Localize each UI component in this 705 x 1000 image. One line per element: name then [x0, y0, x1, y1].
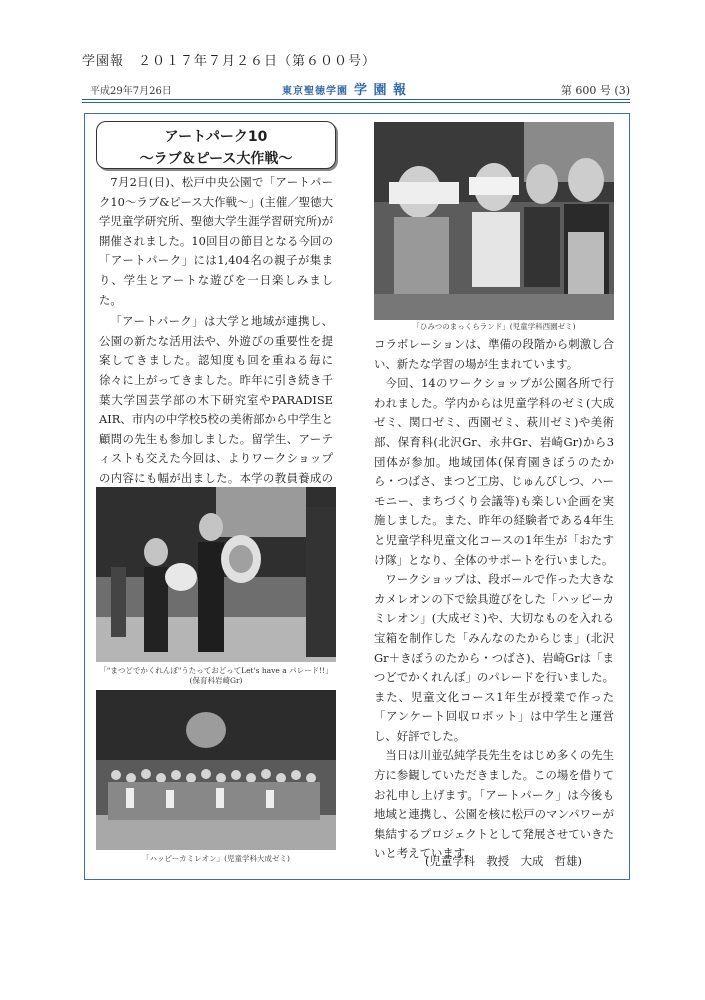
masthead-bar — [82, 82, 630, 98]
article-title: アートパーク10 — [164, 129, 268, 145]
photo-himitsu-land — [374, 122, 614, 320]
paragraph: 「アートパーク」は大学と地域が連携し、公園の新たな活用法や、外遊びの重要性を提案してきました。認知度も回を重ねる毎に徐々に上がってきました。昨年に引き続き千葉大学国芸学部の木下研究室やPARADISE AIR、市内の中学校5校の美術部から中学生と顧問の先生も参加しました。留学生、アーティストも交えた今回は、よりワークショップの内容にも幅が出ました。本学の教員養成の — [99, 314, 333, 485]
paragraph: 当日は川並弘純学長先生をはじめ多くの先生方に参観していただきました。この場を借りてお礼申し上げます。「アートパーク」は今後も地域と連携し、公園を核に松戸のマンパワーが集結するプロジェクトとして発展させていきたいと考えています。 — [374, 748, 614, 861]
photo-group-children — [96, 690, 336, 850]
paragraph: ワークショップは、段ボールで作った大きなカメレオンの下で絵具遊びをした「ハッピーカミレオン」(大成ゼミ)や、大切なものを入れる宝箱を制作した「みんなのたからじま」(北沢Gr＋きぼうのたから・つばさ)、岩崎Grは「まつどでかくれんぼ」のパレードを行いました。また、児童文化コース1年生が授業で作った「アンケート回収ロボット」は中学生と運営し、好評でした。 — [374, 572, 614, 743]
photo-parade — [96, 487, 336, 662]
photo-caption-parade-line2: (保育科岩崎Gr) — [189, 676, 243, 685]
newsletter-top-line: 学園報 ２０１７年７月２６日（第６００号） — [82, 54, 377, 69]
masthead-title: 学 園 報 — [354, 83, 408, 98]
article-author: (児童学科 教授 大成 哲雄) — [425, 854, 582, 868]
paragraph: 7月2日(日)、松戸中央公園で「アートパーク10～ラブ&ピース大作戦～」(主催／聖徳大学児童学研究所、聖徳大学生涯学習研究所)が開催されました。10回目の節目となる今回の「アートパーク」には1,404名の親子が集まり、学生とアートな遊びを一日楽しみました。 — [99, 175, 333, 307]
photo-caption-chameleon: 「ハッピーカミレオン」(児童学科大成ゼミ) — [142, 854, 290, 863]
photo-happy-chameleon — [96, 690, 336, 850]
issue-date: 平成29年7月26日 — [90, 86, 172, 97]
article-title-box — [96, 121, 336, 169]
photo-caption-parade-line1: 「"まつどでかくれんぼ"うたっておどってLet's have a パレード!!」 — [99, 666, 333, 675]
photo-caption-himitsu: 「ひみつのまっくらランド」(児童学科西園ゼミ) — [412, 322, 576, 331]
left-column-text — [99, 173, 333, 508]
paragraph: 今回、14のワークショップが公園各所で行われました。学内からは児童学科のゼミ(大成ゼミ、関口ゼミ、西園ゼミ、萩川ゼミ)や美術部、保育科(北沢Gr、永井Gr、岩崎Gr)から3団体が参加。地域団体(保育園きぼうのたから・つばさ、まつど工房、じゅんびしつ、ハーモニー、まちづくり会議等)も楽しい企画を実施しました。また、昨年の経験者である4年生と児童学科児童文化コースの1年生が「おたすけ隊」となり、全体のサポートを行いました。 — [374, 376, 614, 567]
header-rule-bottom — [82, 102, 630, 103]
photo-caption-parade — [96, 666, 336, 686]
header-rule-top — [82, 99, 630, 100]
photo-parade-dancers — [96, 487, 336, 662]
article-subtitle: ～ラブ＆ピース大作戦～ — [139, 151, 293, 167]
issue-number: 第 600 号 (3) — [560, 84, 630, 97]
masthead — [282, 79, 407, 98]
paragraph: コラボレーションは、準備の段階から刺激し合い、新たな学習の場が生まれています。 — [374, 337, 614, 371]
photo-children-masks — [374, 122, 614, 320]
right-column-text — [374, 335, 614, 864]
masthead-org: 東京聖徳学園 — [282, 86, 348, 97]
